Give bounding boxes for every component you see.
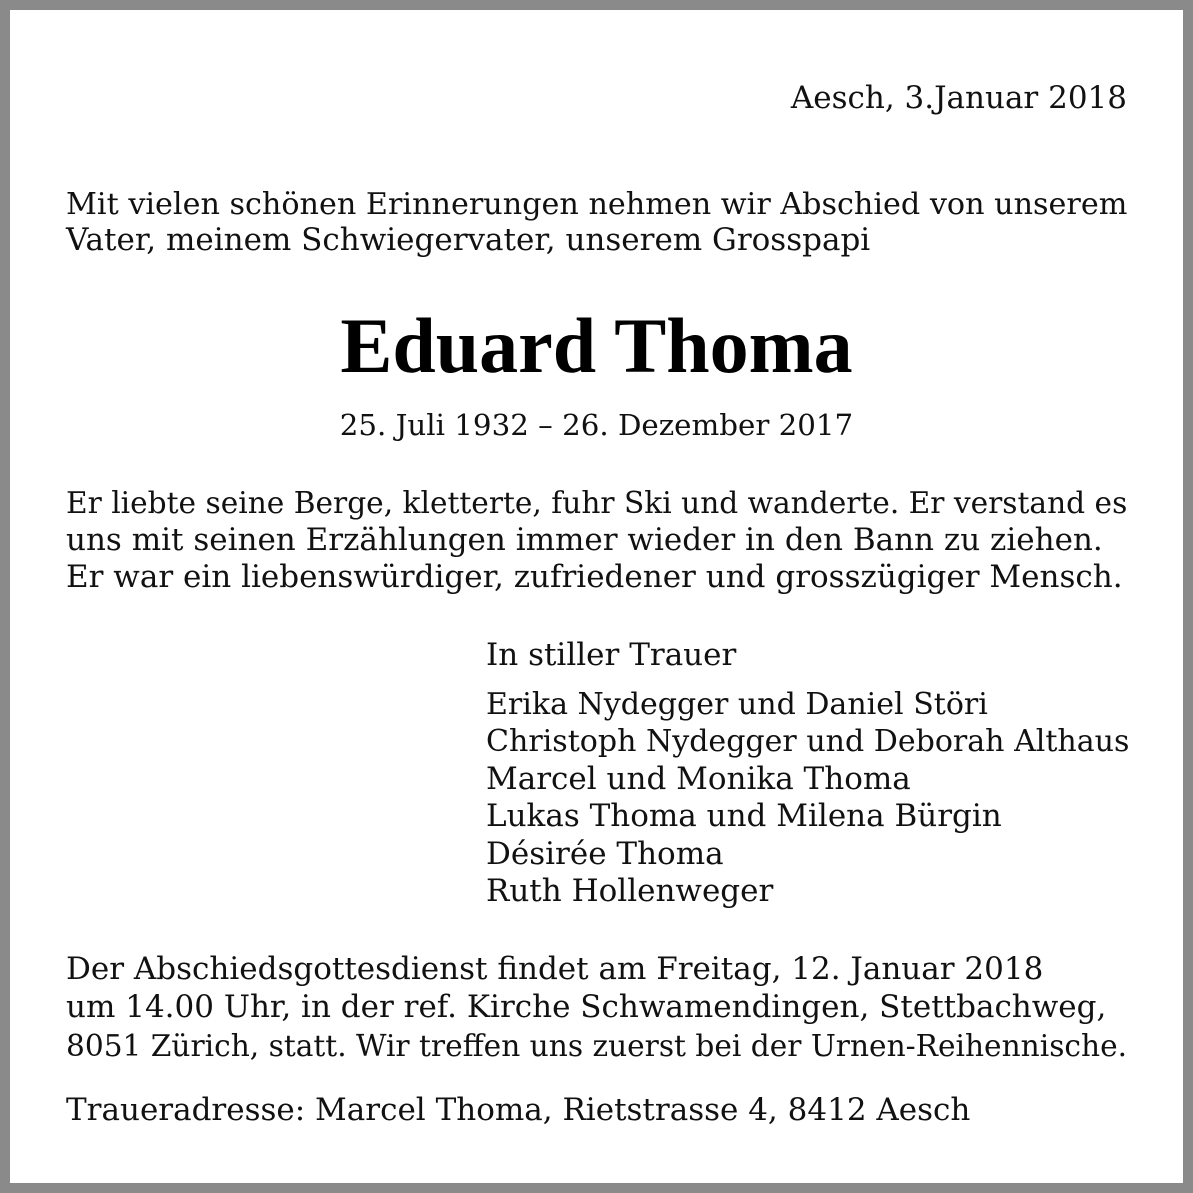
deceased-name: Eduard Thoma xyxy=(340,302,853,389)
place-date: Aesch, 3.Januar 2018 xyxy=(790,80,1127,116)
life-dates: 25. Juli 1932 – 26. Dezember 2017 xyxy=(339,408,854,442)
intro-line: Vater, meinem Schwiegervater, unserem Grosspapi xyxy=(66,222,871,258)
mourner-name: Marcel und Monika Thoma xyxy=(486,760,911,797)
mourners-list xyxy=(486,686,1129,910)
intro-line: Mit vielen schönen Erinnerungen nehmen wir Abschied von unserem xyxy=(66,187,1128,222)
bio-line: Er liebte seine Berge, kletterte, fuhr Ski und wanderte. Er verstand es xyxy=(66,485,1128,520)
mourner-name: Lukas Thoma und Milena Bürgin xyxy=(486,798,1002,835)
service-line: 8051 Zürich, statt. Wir treffen uns zuerst bei der Urnen-Reihennische. xyxy=(66,1028,1128,1063)
mourner-name: Christoph Nydegger und Deborah Althaus xyxy=(486,724,1130,760)
mourner-name: Erika Nydegger und Daniel Störi xyxy=(486,687,988,722)
mourning-address: Traueradresse: Marcel Thoma, Rietstrasse 4, 8412 Aesch xyxy=(66,1092,971,1128)
bio-line: Er war ein liebenswürdiger, zufriedener und grosszügiger Mensch. xyxy=(66,559,1123,595)
service-line: um 14.00 Uhr, in der ref. Kirche Schwamendingen, Stettbachweg, xyxy=(66,989,1107,1025)
bio-line: uns mit seinen Erzählungen immer wieder in den Bann zu ziehen. xyxy=(66,522,1103,558)
service-line: Der Abschiedsgottesdienst findet am Freitag, 12. Januar 2018 xyxy=(66,951,1044,987)
mourning-title: In stiller Trauer xyxy=(486,637,737,673)
mourner-name: Désirée Thoma xyxy=(486,835,724,872)
mourner-name: Ruth Hollenweger xyxy=(486,872,774,909)
